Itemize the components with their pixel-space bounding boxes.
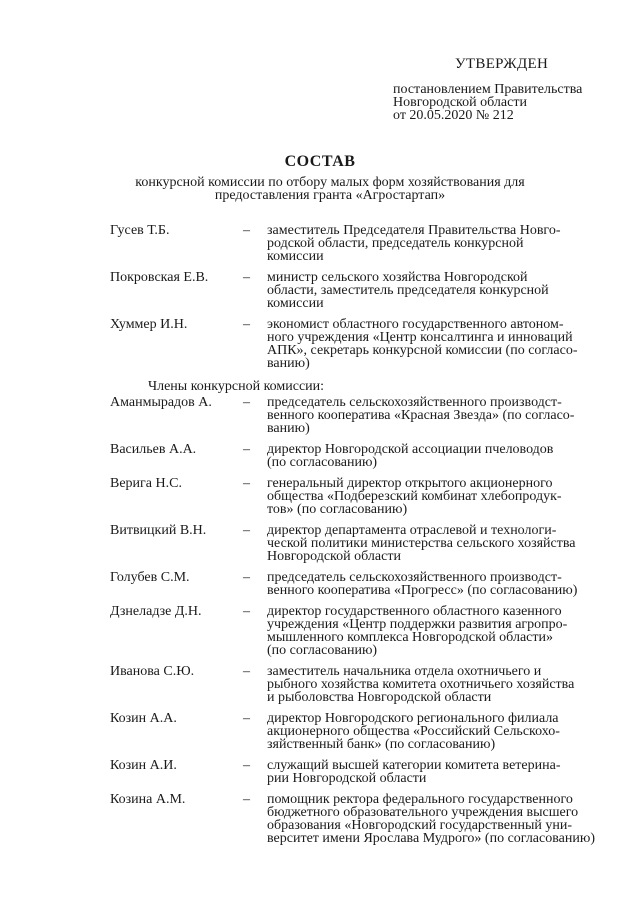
subheading-line-1: конкурсной комиссии по отбору малых форм хозяйствования для [135, 175, 525, 190]
position-line: венного кооператива «Красная Звезда» (по согласо- [267, 408, 575, 423]
dash-separator: – [243, 758, 250, 773]
position-line: венного кооператива «Прогресс» (по согласованию) [267, 583, 578, 598]
member-name: Козина А.М. [110, 792, 186, 807]
roster-entry [110, 477, 615, 516]
roster-entry [110, 443, 615, 469]
member-name: Дзнеладзе Д.Н. [110, 604, 202, 619]
member-name: Покровская Е.В. [110, 270, 209, 285]
position-line: родской области, председатель конкурсной [267, 236, 524, 251]
member-name: Витвицкий В.Н. [110, 523, 207, 538]
position-line: комиссии [267, 249, 324, 264]
position-line: директор департамента отраслевой и технологи- [267, 523, 557, 538]
position-line: министр сельского хозяйства Новгородской [267, 270, 528, 285]
dash-separator: – [243, 395, 250, 410]
position-line: верситет имени Ярослава Мудрого» (по согласованию) [267, 831, 595, 846]
position-line: комиссии [267, 296, 324, 311]
position-line: (по согласованию) [267, 643, 378, 658]
member-position [267, 793, 612, 845]
position-line: ного учреждения «Центр консалтинга и инноваций [267, 330, 573, 345]
position-line: служащий высшей категории комитета ветерина- [267, 758, 561, 773]
position-line: тов» (по согласованию) [267, 502, 408, 517]
member-position [267, 396, 612, 435]
member-name: Козин А.А. [110, 711, 177, 726]
dash-separator: – [243, 476, 250, 491]
member-position [267, 571, 612, 597]
member-position [267, 271, 612, 310]
position-line: рии Новгородской области [267, 771, 427, 786]
approval-line-2: Новгородской области [393, 95, 527, 110]
roster-entry [110, 524, 615, 563]
member-position [267, 443, 612, 469]
member-position [267, 524, 612, 563]
roster-entry [110, 712, 615, 751]
roster-entry [110, 318, 615, 370]
position-line: Новгородской области [267, 549, 401, 564]
position-line: учреждения «Центр поддержки развития агропро- [267, 617, 568, 632]
dash-separator: – [243, 523, 250, 538]
position-line: заместитель начальника отдела охотничьего и [267, 664, 542, 679]
position-line: общества «Подберезский комбинат хлебопродук- [267, 489, 562, 504]
position-line: зяйственный банк» (по согласованию) [267, 737, 496, 752]
dash-separator: – [243, 604, 250, 619]
member-position [267, 477, 612, 516]
roster-entry [110, 396, 615, 435]
leadership-list [110, 224, 615, 370]
member-name: Васильев А.А. [110, 442, 197, 457]
position-line: АПК», секретарь конкурсной комиссии (по согласо- [267, 343, 578, 358]
approval-stamp [393, 58, 582, 122]
dash-separator: – [243, 442, 250, 457]
position-line: мышленного комплекса Новгородской области» [267, 630, 553, 645]
approval-title: УТВЕРЖДЕН [455, 56, 549, 72]
position-line: директор государственного областного казенного [267, 604, 562, 619]
dash-separator: – [243, 570, 250, 585]
approval-line-3: от 20.05.2020 № 212 [393, 108, 514, 123]
position-line: директор Новгородского регионального филиала [267, 711, 559, 726]
document-heading: СОСТАВ [284, 153, 356, 170]
position-line: заместитель Председателя Правительства Новго- [267, 223, 561, 238]
position-line: рыбного хозяйства комитета охотничьего хозяйства [267, 677, 575, 692]
subheading-line-2: предоставления гранта «Агростартап» [214, 187, 446, 203]
position-line: области, заместитель председателя конкурсной [267, 283, 549, 298]
member-position [267, 665, 612, 704]
member-name: Голубев С.М. [110, 570, 190, 585]
position-line: акционерного общества «Российский Сельскохо- [267, 724, 560, 739]
dash-separator: – [243, 270, 250, 285]
member-name: Иванова С.Ю. [110, 664, 195, 679]
roster-entry [110, 793, 615, 845]
position-line: ческой политики министерства сельского хозяйства [267, 536, 576, 551]
approval-line-1: постановлением Правительства [393, 82, 583, 97]
roster-entry [110, 605, 615, 657]
member-name: Козин А.И. [110, 758, 177, 773]
dash-separator: – [243, 711, 250, 726]
member-name: Гусев Т.Б. [110, 223, 170, 238]
member-position [267, 712, 612, 751]
member-name: Верига Н.С. [110, 476, 182, 491]
position-line: генеральный директор открытого акционерного [267, 476, 553, 491]
commission-roster [110, 224, 615, 845]
position-line: председатель сельскохозяйственного производст- [267, 570, 562, 585]
member-position [267, 224, 612, 263]
position-line: ванию) [267, 356, 310, 371]
roster-entry [110, 271, 615, 310]
members-label: Члены конкурсной комиссии: [148, 379, 325, 394]
member-position [267, 318, 612, 370]
roster-entry [110, 224, 615, 263]
roster-entry [110, 571, 615, 597]
members-list [110, 396, 615, 845]
position-line: директор Новгородской ассоциации пчеловодов [267, 442, 554, 457]
member-position [267, 605, 612, 657]
dash-separator: – [243, 317, 250, 332]
position-line: и рыболовства Новгородской области [267, 690, 492, 705]
dash-separator: – [243, 792, 250, 807]
member-name: Хуммер И.Н. [110, 317, 188, 332]
position-line: (по согласованию) [267, 455, 378, 470]
document-subheading [130, 177, 530, 202]
member-position [267, 759, 612, 785]
dash-separator: – [243, 664, 250, 679]
position-line: экономист областного государственного автоном- [267, 317, 564, 332]
position-line: бюджетного образовательного учреждения высшего [267, 805, 579, 820]
position-line: помощник ректора федерального государственного [267, 792, 573, 807]
member-name: Аманмырадов А. [110, 395, 212, 410]
position-line: образования «Новгородский государственный уни- [267, 818, 573, 833]
dash-separator: – [243, 223, 250, 238]
roster-entry [110, 665, 615, 704]
position-line: председатель сельскохозяйственного производст- [267, 395, 562, 410]
roster-entry [110, 759, 615, 785]
position-line: ванию) [267, 421, 310, 436]
